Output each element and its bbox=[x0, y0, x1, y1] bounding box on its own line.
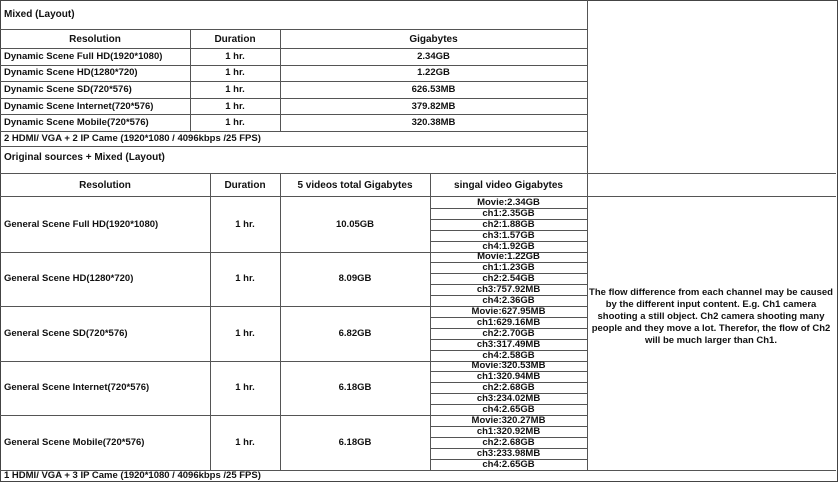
table-cell-single: ch2:2.70GB bbox=[482, 327, 535, 339]
column-header: 5 videos total Gigabytes bbox=[297, 179, 413, 191]
table-cell-single: ch4:2.58GB bbox=[482, 349, 535, 361]
table-cell-duration: 1 hr. bbox=[235, 436, 255, 448]
table-cell-resolution: Dynamic Scene Mobile(720*576) bbox=[4, 117, 149, 129]
column-header: singal video Gigabytes bbox=[454, 179, 563, 191]
table-cell-resolution: Dynamic Scene Full HD(1920*1080) bbox=[4, 50, 163, 62]
table-cell-resolution: General Scene HD(1280*720) bbox=[4, 273, 134, 285]
table-cell-single: ch1:1.23GB bbox=[482, 262, 535, 274]
table-cell-resolution: Dynamic Scene Internet(720*576) bbox=[4, 100, 154, 112]
column-header: Gigabytes bbox=[409, 33, 458, 45]
table-cell-resolution: General Scene Full HD(1920*1080) bbox=[4, 218, 159, 230]
table-cell-gigabytes: 626.53MB bbox=[411, 83, 456, 95]
table-cell-single: Movie:320.27MB bbox=[471, 415, 546, 426]
table-cell-gigabytes: 320.38MB bbox=[411, 117, 456, 129]
table-cell-single: ch4:2.65GB bbox=[482, 458, 535, 470]
table-cell-single: ch3:317.49MB bbox=[476, 338, 541, 350]
table-cell-resolution: General Scene Internet(720*576) bbox=[4, 382, 150, 394]
section-footnote: 1 HDMI/ VGA + 3 IP Came (1920*1080 / 4096kbps /25 FPS) bbox=[4, 469, 261, 481]
table-cell-single: ch3:234.02MB bbox=[476, 393, 541, 405]
column-header: Resolution bbox=[69, 33, 121, 45]
table-cell-single: ch2:1.88GB bbox=[482, 218, 535, 230]
row-divider bbox=[587, 470, 836, 471]
table-cell-single: ch1:2.35GB bbox=[482, 207, 535, 219]
table-cell-total: 8.09GB bbox=[338, 273, 372, 285]
table-cell-single: ch2:2.68GB bbox=[482, 382, 535, 394]
table-cell-single: ch1:629.16MB bbox=[476, 316, 541, 328]
table-cell-total: 6.18GB bbox=[338, 382, 372, 394]
table-cell-duration: 1 hr. bbox=[225, 83, 245, 95]
table-cell-resolution: General Scene SD(720*576) bbox=[4, 327, 128, 339]
table-cell-resolution: Dynamic Scene HD(1280*720) bbox=[4, 67, 138, 79]
table-cell-total: 6.82GB bbox=[338, 327, 372, 339]
table-cell-single: ch3:1.57GB bbox=[482, 229, 535, 241]
table-cell-gigabytes: 379.82MB bbox=[411, 100, 456, 112]
table-cell-single: ch2:2.54GB bbox=[482, 273, 535, 285]
table-cell-gigabytes: 2.34GB bbox=[417, 50, 450, 62]
table-cell-single: ch4:2.36GB bbox=[482, 295, 535, 306]
table-cell-duration: 1 hr. bbox=[235, 327, 255, 339]
section-footnote: 2 HDMI/ VGA + 2 IP Came (1920*1080 / 4096kbps /25 FPS) bbox=[4, 132, 261, 144]
table-cell-duration: 1 hr. bbox=[225, 50, 245, 62]
table-cell-single: ch3:757.92MB bbox=[476, 284, 541, 296]
table-cell-single: ch4:2.65GB bbox=[482, 404, 535, 415]
table-cell-single: Movie:320.53MB bbox=[471, 360, 546, 372]
table-cell-duration: 1 hr. bbox=[235, 218, 255, 230]
table-cell-duration: 1 hr. bbox=[225, 117, 245, 129]
flow-difference-note: The flow difference from each channel may be caused by the different input content. E.g. Ch1 camera shooting a still object. Ch2 camera shooting many people and they move a lot. Therefor, the flow of Ch2 will be much larger than Ch1. bbox=[589, 287, 833, 346]
table-cell-duration: 1 hr. bbox=[235, 273, 255, 285]
column-header: Duration bbox=[214, 33, 256, 45]
table-cell-single: ch3:233.98MB bbox=[476, 447, 541, 459]
table-cell-total: 6.18GB bbox=[338, 436, 372, 448]
table-cell-single: ch2:2.68GB bbox=[482, 436, 535, 448]
table-cell-duration: 1 hr. bbox=[225, 67, 245, 79]
table-cell-single: Movie:627.95MB bbox=[471, 306, 546, 317]
table-cell-single: Movie:2.34GB bbox=[477, 197, 540, 208]
section-title: Original sources + Mixed (Layout) bbox=[4, 151, 165, 163]
table-cell-duration: 1 hr. bbox=[235, 382, 255, 394]
column-divider bbox=[587, 0, 588, 173]
table-cell-resolution: General Scene Mobile(720*576) bbox=[4, 436, 145, 448]
column-header: Duration bbox=[224, 179, 266, 191]
section-title: Mixed (Layout) bbox=[4, 8, 75, 20]
table-cell-gigabytes: 1.22GB bbox=[417, 67, 450, 79]
table-cell-total: 10.05GB bbox=[335, 218, 375, 230]
table-cell-single: ch4:1.92GB bbox=[482, 240, 535, 252]
table-cell-single: Movie:1.22GB bbox=[477, 251, 540, 263]
table-cell-single: ch1:320.92MB bbox=[476, 425, 541, 437]
column-header: Resolution bbox=[79, 179, 131, 191]
table-cell-resolution: Dynamic Scene SD(720*576) bbox=[4, 83, 132, 95]
table-cell-duration: 1 hr. bbox=[225, 100, 245, 112]
table-cell-single: ch1:320.94MB bbox=[476, 371, 541, 383]
